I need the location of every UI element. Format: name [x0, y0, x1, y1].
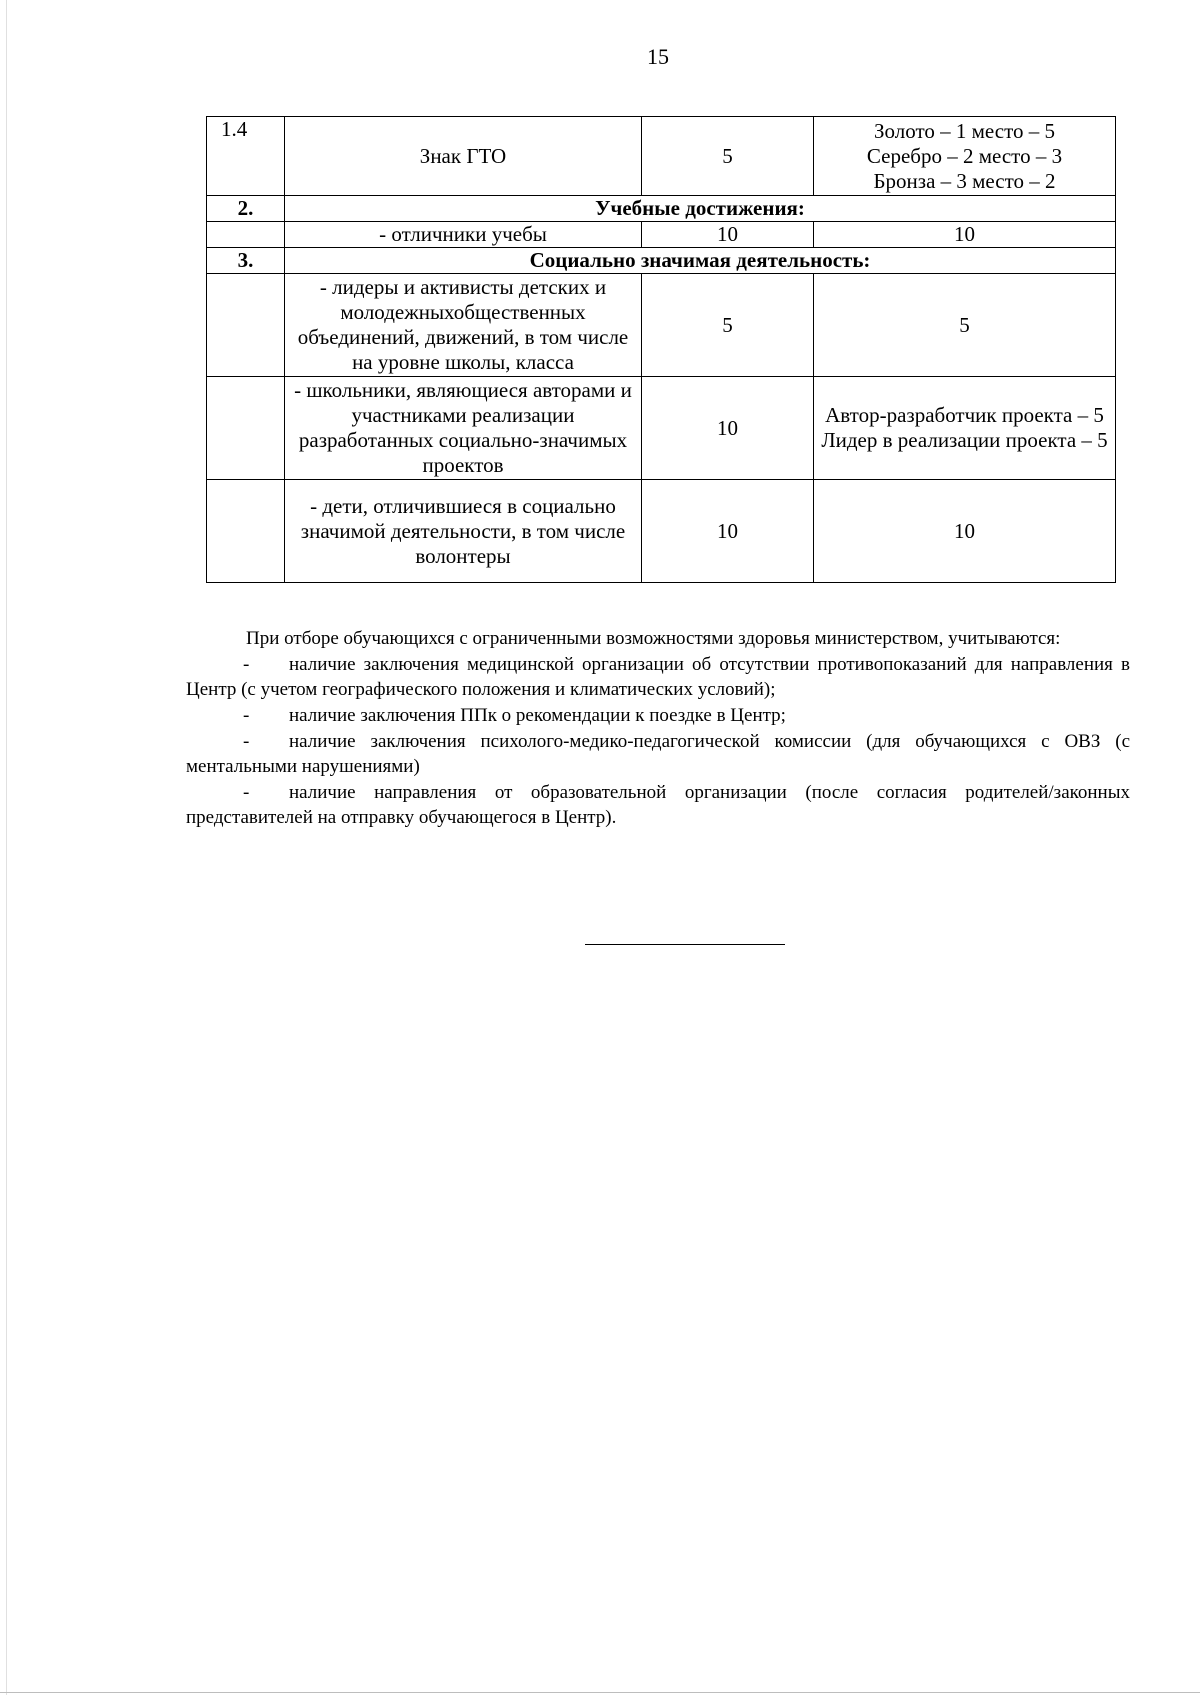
rule-text: наличие направления от образовательной организации (после согласия родителей/законных представителей на отправку обучающегося в Центр).	[186, 782, 1130, 828]
rule-item	[186, 652, 1130, 702]
points-breakdown: 10	[814, 222, 1116, 248]
section-title: Социально значимая деятельность:	[285, 248, 1116, 274]
section-row	[207, 248, 1116, 274]
points-breakdown	[814, 377, 1116, 480]
scan-left-edge	[6, 0, 7, 1695]
table-row	[207, 377, 1116, 480]
row-number	[207, 480, 285, 583]
rule-item	[186, 729, 1130, 779]
scan-bottom-edge	[0, 1692, 1200, 1693]
max-points: 10	[642, 222, 814, 248]
selection-rules	[186, 626, 1130, 831]
criterion-name: - школьники, являющиеся авторами и участниками реализации разработанных социально-значимых проектов	[285, 377, 642, 480]
section-number: 3.	[207, 248, 285, 274]
section-title: Учебные достижения:	[285, 196, 1116, 222]
section-number: 2.	[207, 196, 285, 222]
note-line: Лидер в реализации проекта – 5	[821, 428, 1108, 452]
page-number: 15	[647, 44, 669, 69]
rule-item	[186, 703, 1130, 728]
rule-text: наличие заключения медицинской организации об отсутствии противопоказаний для направления в Центр (с учетом географического положения и климатических условий);	[186, 654, 1130, 700]
note-line: Серебро – 2 место – 3	[866, 143, 1063, 168]
section-row	[207, 196, 1116, 222]
criterion-name: - отличники учебы	[285, 222, 642, 248]
rule-text: наличие заключения психолого-медико-педагогической комиссии (для обучающихся с ОВЗ (с ментальными нарушениями)	[186, 731, 1130, 777]
max-points: 5	[642, 274, 814, 377]
max-points: 5	[642, 117, 814, 196]
rule-text: наличие заключения ППк о рекомендации к поездке в Центр;	[289, 705, 786, 726]
max-points: 10	[642, 480, 814, 583]
criterion-name: - лидеры и активисты детских и молодежныхобщественных объединений, движений, в том числе на уровне школы, класса	[285, 274, 642, 377]
list-dash: -	[243, 654, 250, 675]
max-points: 10	[642, 377, 814, 480]
criterion-name: Знак ГТО	[285, 117, 642, 196]
table-row	[207, 274, 1116, 377]
list-dash: -	[243, 731, 250, 752]
criterion-name: - дети, отличившиеся в социально значимой деятельности, в том числе волонтеры	[285, 480, 642, 583]
table-row	[207, 117, 1116, 196]
points-breakdown	[814, 117, 1116, 196]
note-line: Автор-разработчик проекта – 5	[825, 403, 1104, 427]
list-dash: -	[243, 782, 250, 803]
note-line: Бронза – 3 место – 2	[873, 168, 1056, 193]
points-breakdown: 5	[814, 274, 1116, 377]
table-row	[207, 480, 1116, 583]
points-breakdown: 10	[814, 480, 1116, 583]
row-number	[207, 274, 285, 377]
row-number	[207, 377, 285, 480]
rules-intro: При отборе обучающихся с ограниченными возможностями здоровья министерством, учитываются:	[246, 628, 1061, 649]
row-number: 1.4	[207, 117, 285, 196]
closing-divider	[585, 944, 785, 945]
row-number	[207, 222, 285, 248]
list-dash: -	[243, 705, 250, 726]
note-line: Золото – 1 место – 5	[874, 118, 1055, 143]
criteria-table	[206, 116, 1116, 583]
table-row	[207, 222, 1116, 248]
rule-item	[186, 780, 1130, 830]
